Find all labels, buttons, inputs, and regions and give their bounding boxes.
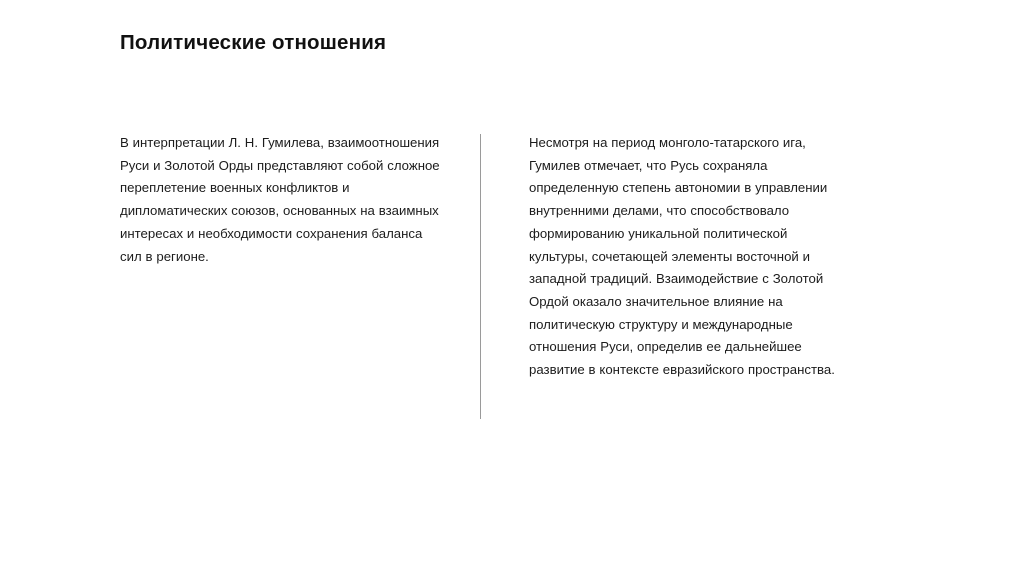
text-column-left (120, 132, 480, 268)
paragraph-left: В интерпретации Л. Н. Гумилева, взаимоотношения Руси и Золотой Орды представляют собой сложное переплетение военных конфликтов и дипломатических союзов, основанных на взаимных интересах и необходимости сохранения баланса сил в регионе. (120, 135, 440, 264)
paragraph-right: Несмотря на период монголо-татарского ига, Гумилев отмечает, что Русь сохраняла определенную степень автономии в управлении внутренними делами, что способствовало формированию уникальной политической культуры, сочетающей элементы восточной и западной традиций. Взаимодействие с Золотой Ордой оказало значительное влияние на политическую структуру и международные отношения Руси, определив ее дальнейшее развитие в контексте евразийского пространства. (529, 135, 835, 378)
page-title: Политические отношения (120, 31, 387, 54)
text-column-right (481, 132, 841, 382)
content-area (120, 132, 910, 419)
